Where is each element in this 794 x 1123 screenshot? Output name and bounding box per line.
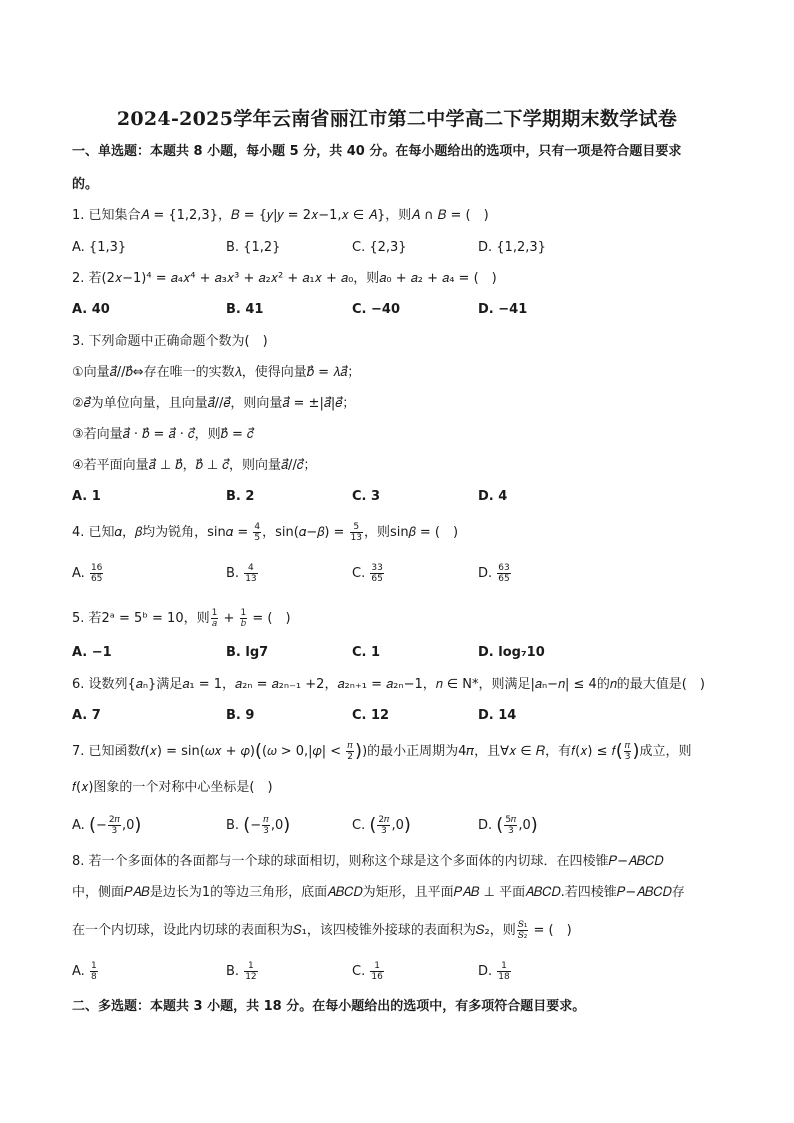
q4-frac1-denominator: 5 [254,533,261,543]
q4-stem [72,522,458,543]
q4-fraction-sin-diff [350,522,363,543]
section-2-heading: 二、多选题：本题共 3 小题，共 18 分。在每小题给出的选项中，有多项符合题目要求。 [72,999,586,1014]
q3-option-c: C. 3 [352,489,381,504]
q1-option-a: A. {1,3} [72,240,127,255]
q3-item-4: ④若平面向量𝑎⃗ ⊥ 𝑏⃗，𝑏⃗ ⊥ 𝑐⃗，则向量𝑎⃗//𝑐⃗； [72,458,317,473]
q1-option-c: C. {2,3} [352,240,407,255]
q8-option-d-label: D. [478,964,497,979]
q5-option-d: D. log₇10 [478,645,545,660]
q5-option-c: C. 1 [352,645,381,660]
q7-option-d-num: 5𝜋 [505,815,517,825]
q7-option-d-den: 3 [507,826,514,836]
section-1-heading-cont: 的。 [72,177,99,192]
q4-option-c-den: 65 [371,574,383,584]
q4-frac2-denominator: 13 [350,533,363,543]
q3-stem: 3. 下列命题中正确命题个数为( ) [72,334,268,349]
q8-fraction-s1-over-s2: $\frac{\text{𝑆₁}}{\text{𝑆₂}}$ [517,920,528,941]
q4-option-d-den: 65 [498,574,510,584]
q7-option-c-den: 3 [381,826,387,836]
q8-option-a-num: 1 [90,961,97,971]
q8-option-c-num: 1 [370,961,383,972]
q2-stem: 2. 若(2𝑥−1)⁴ = 𝑎₄𝑥⁴ + 𝑎₃𝑥³ + 𝑎₂𝑥² + 𝑎₁𝑥 + 𝑎₀，则𝑎₀ + 𝑎₂ + 𝑎₄ = ( ) [72,271,497,286]
q7-stem-part-2: (𝜔 > 0,|𝜑| < [262,744,346,759]
q4-option-b-num: 4 [244,563,257,574]
q8-option-b-den: 12 [245,972,257,982]
q4-option-d [478,563,512,584]
q7-option-b: B. (− $\frac{\text{𝜋}}{3}$ ,0) [226,814,291,836]
q7-option-b-sign: − [250,818,262,833]
q7-option-d-label: D. [478,818,497,833]
q8-stem-line-2: 中，侧面𝑃𝐴𝐵是边长为1的等边三角形，底面𝐴𝐵𝐶𝐷为矩形，且平面𝑃𝐴𝐵 ⊥ 平面𝐴𝐵𝐶𝐷.若四棱锥𝑃−𝐴𝐵𝐶𝐷存 [72,885,685,900]
q8-option-c-den: 16 [371,972,383,982]
q7-option-d-tail: ,0 [518,818,531,833]
q7-stem-part-1: 7. 已知函数𝑓(𝑥) = sin(𝜔𝑥 + 𝜑) [72,744,255,759]
q3-item-2: ②𝑒⃗为单位向量，且向量𝑎⃗//𝑒⃗，则向量𝑎⃗ = ±|𝑎⃗|𝑒⃗； [72,396,356,411]
q7-option-b-num: 𝜋 [263,815,269,825]
q7-option-c: C. ( $\frac{\text{2𝜋}}{3}$ ,0) [352,814,411,836]
q8-option-a [72,961,99,982]
q7-option-b-den: 3 [263,826,269,836]
q4-stem-part-2: ，sin(𝛼−𝛽) = [262,525,349,540]
q5-stem: 5. 若2ᵃ = 5ᵇ = 10，则 $\frac{1}{\text{𝑎}}$ + $\frac{1}{\text{𝑏}}$ = ( ) [72,608,291,629]
q2-option-d: D. −41 [478,302,528,317]
q3-item-1: ①向量𝑎⃗//𝑏⃗⇔存在唯一的实数𝜆，使得向量𝑏⃗ = 𝜆𝑎⃗； [72,365,361,380]
q8-stem-line-3-part-2: = ( ) [529,923,572,938]
q6-option-d: D. 14 [478,708,517,723]
q8-option-a-den: 8 [90,972,97,982]
q8-stem-line-3-part-1: 在一个内切球，设此内切球的表面积为𝑆₁，该四棱锥外接球的表面积为𝑆₂，则 [72,923,516,938]
q8-option-b-num: 1 [244,961,257,972]
q4-stem-part-3: ，则sin𝛽 = ( ) [364,525,459,540]
q7-option-c-num: 2𝜋 [378,815,390,825]
page-title: 2024-2025学年云南省丽江市第二中学高二下学期期末数学试卷 [116,108,678,130]
q4-option-a-num: 16 [90,563,103,573]
q3-item-3: ③若向量𝑎⃗ · 𝑏⃗ = 𝑎⃗ · 𝑐⃗，则𝑏⃗ = 𝑐⃗ [72,427,254,442]
q7-option-b-label: B. [226,818,244,833]
q4-option-a-den: 65 [90,574,103,584]
q7-stem-part-4: 成立，则 [639,744,692,759]
q7-option-b-tail: ,0 [270,818,284,833]
q4-option-b-label: B. [226,566,244,581]
q4-frac2-numerator: 5 [350,522,363,533]
q8-option-d-den: 18 [498,972,510,982]
q7-option-a-tail: ,0 [121,818,135,833]
q2-option-c: C. −40 [352,302,400,317]
q4-option-c [352,563,385,584]
q7-option-a-num: 2𝜋 [108,815,120,825]
q6-stem: 6. 设数列{𝑎ₙ}满足𝑎₁ = 1，𝑎₂ₙ = 𝑎₂ₙ₋₁ +2，𝑎₂ₙ₊₁ = 𝑎₂ₙ−1，𝑛 ∈ N*，则满足|𝑎ₙ−𝑛| ≤ 4的𝑛的最大值是( ) [72,677,705,692]
q4-option-a-label: A. [72,566,89,581]
q4-option-b-den: 13 [245,574,257,584]
q8-option-c [352,961,385,982]
q1-option-d: D. {1,2,3} [478,240,546,255]
q5-fraction-1-over-b: $\frac{1}{\text{𝑏}}$ [240,608,247,629]
q8-option-b [226,961,259,982]
q3-option-a: A. 1 [72,489,101,504]
q7-option-c-label: C. [352,818,370,833]
q4-option-d-label: D. [478,566,497,581]
q7-option-a-sign: − [95,818,107,833]
q1-stem: 1. 已知集合𝐴 = {1,2,3}，𝐵 = {𝑦|𝑦 = 2𝑥−1,𝑥 ∈ 𝐴}，则𝐴 ∩ 𝐵 = ( ) [72,208,489,223]
q4-option-c-num: 33 [371,563,383,573]
q7-fraction-pi-over-2: $\frac{\text{𝜋}}{2}$ [347,741,354,762]
q8-option-d-num: 1 [497,961,510,972]
q8-stem-line-1: 8. 若一个多面体的各面都与一个球的球面相切，则称这个球是这个多面体的内切球．在四棱锥𝑃−𝐴𝐵𝐶𝐷 [72,854,664,869]
q4-option-c-label: C. [352,566,370,581]
q8-option-a-label: A. [72,964,89,979]
q7-stem-line-2: 𝑓(𝑥)图象的一个对称中心坐标是( ) [72,780,273,795]
q7-stem: 7. 已知函数𝑓(𝑥) = sin(𝜔𝑥 + 𝜑)((𝜔 > 0,|𝜑| < $\frac{\text{𝜋}}{2}$ ))的最小正周期为4𝜋，且∀𝑥 ∈ 𝑅，有𝑓(𝑥) ≤ 𝑓( $\frac{\text{𝜋}}{3}$ )成立，则 [72,740,692,762]
q2-option-b: B. 41 [226,302,264,317]
q5-option-a: A. −1 [72,645,112,660]
q7-option-c-tail: ,0 [391,818,404,833]
q6-option-a: A. 7 [72,708,101,723]
section-1-heading: 一、单选题：本题共 8 小题，每小题 5 分，共 40 分。在每小题给出的选项中，只有一项是符合题目要求 [72,144,682,159]
q5-stem-part-1: 5. 若2ᵃ = 5ᵇ = 10，则 [72,611,210,626]
q5-fraction-1-over-a: $\frac{1}{\text{𝑎}}$ [211,608,218,629]
q4-option-a [72,563,104,584]
q3-option-b: B. 2 [226,489,255,504]
q5-option-b: B. lg7 [226,645,269,660]
q6-option-b: B. 9 [226,708,255,723]
q4-frac1-numerator: 4 [254,522,261,532]
q8-stem-line-3 [72,920,572,941]
q4-option-b [226,563,259,584]
q5-stem-part-2: = ( ) [248,611,291,626]
q2-option-a: A. 40 [72,302,110,317]
q7-option-a: A. (− $\frac{\text{2𝜋}}{3}$ ,0) [72,814,142,836]
q8-option-d [478,961,512,982]
q8-option-b-label: B. [226,964,244,979]
q6-option-c: C. 12 [352,708,390,723]
q7-stem-part-3: )的最小正周期为4𝜋，且∀𝑥 ∈ 𝑅，有𝑓(𝑥) ≤ 𝑓 [362,744,616,759]
q7-option-a-den: 3 [111,826,118,836]
q3-option-d: D. 4 [478,489,508,504]
q1-option-b: B. {1,2} [226,240,281,255]
q4-fraction-sin-alpha [253,522,261,543]
q7-option-d: D. ( $\frac{\text{5𝜋}}{3}$ ,0) [478,814,538,836]
q7-option-a-label: A. [72,818,89,833]
q4-stem-part-1: 4. 已知𝛼，𝛽均为锐角，sin𝛼 = [72,525,253,540]
q7-fraction-pi-over-3: $\frac{\text{𝜋}}{3}$ [624,741,631,762]
q4-option-d-num: 63 [498,563,510,573]
q8-option-c-label: C. [352,964,370,979]
